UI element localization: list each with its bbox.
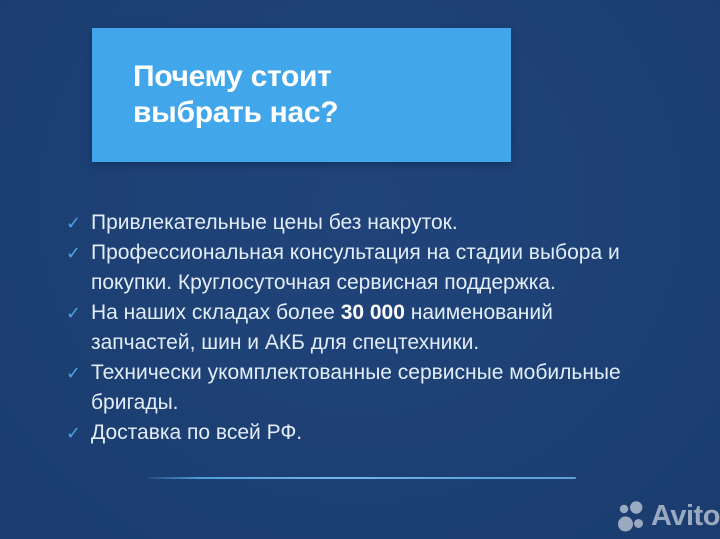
list-item <box>66 208 666 238</box>
text-line: На наших складах более 30 000 наименований <box>91 301 553 324</box>
check-icon: ✓ <box>66 213 82 233</box>
highlight-number: 30 000 <box>340 301 405 324</box>
avito-brand-text: Avito <box>651 500 720 532</box>
list-item-text <box>91 298 666 358</box>
text-line: Профессиональная консультация на стадии выбора и <box>91 241 620 264</box>
benefits-list <box>66 208 666 448</box>
check-icon: ✓ <box>66 243 82 263</box>
page-title <box>133 59 511 131</box>
list-item <box>66 358 666 418</box>
list-item <box>66 418 666 448</box>
list-item-text <box>91 358 666 418</box>
avito-logo-icon <box>616 499 646 533</box>
check-icon: ✓ <box>66 303 82 323</box>
list-item-text <box>91 208 666 238</box>
divider-line <box>148 477 576 479</box>
text-line: покупки. Круглосуточная сервисная поддержка. <box>91 271 556 294</box>
header-box <box>92 28 511 162</box>
list-item <box>66 298 666 358</box>
avito-watermark <box>616 499 720 533</box>
text-line: Доставка по всей РФ. <box>91 421 303 444</box>
page-title-line-1: Почему стоит <box>133 60 332 93</box>
check-icon: ✓ <box>66 363 82 383</box>
list-item-text <box>91 418 666 448</box>
text-line: бригады. <box>91 391 179 414</box>
page-title-line-2: выбрать нас? <box>133 96 339 129</box>
list-item-text <box>91 238 666 298</box>
text-line: запчастей, шин и АКБ для спецтехники. <box>91 331 480 354</box>
text-line: Привлекательные цены без накруток. <box>91 211 458 234</box>
check-icon: ✓ <box>66 423 82 443</box>
text-line: Технически укомплектованные сервисные мобильные <box>91 361 621 384</box>
list-item <box>66 238 666 298</box>
